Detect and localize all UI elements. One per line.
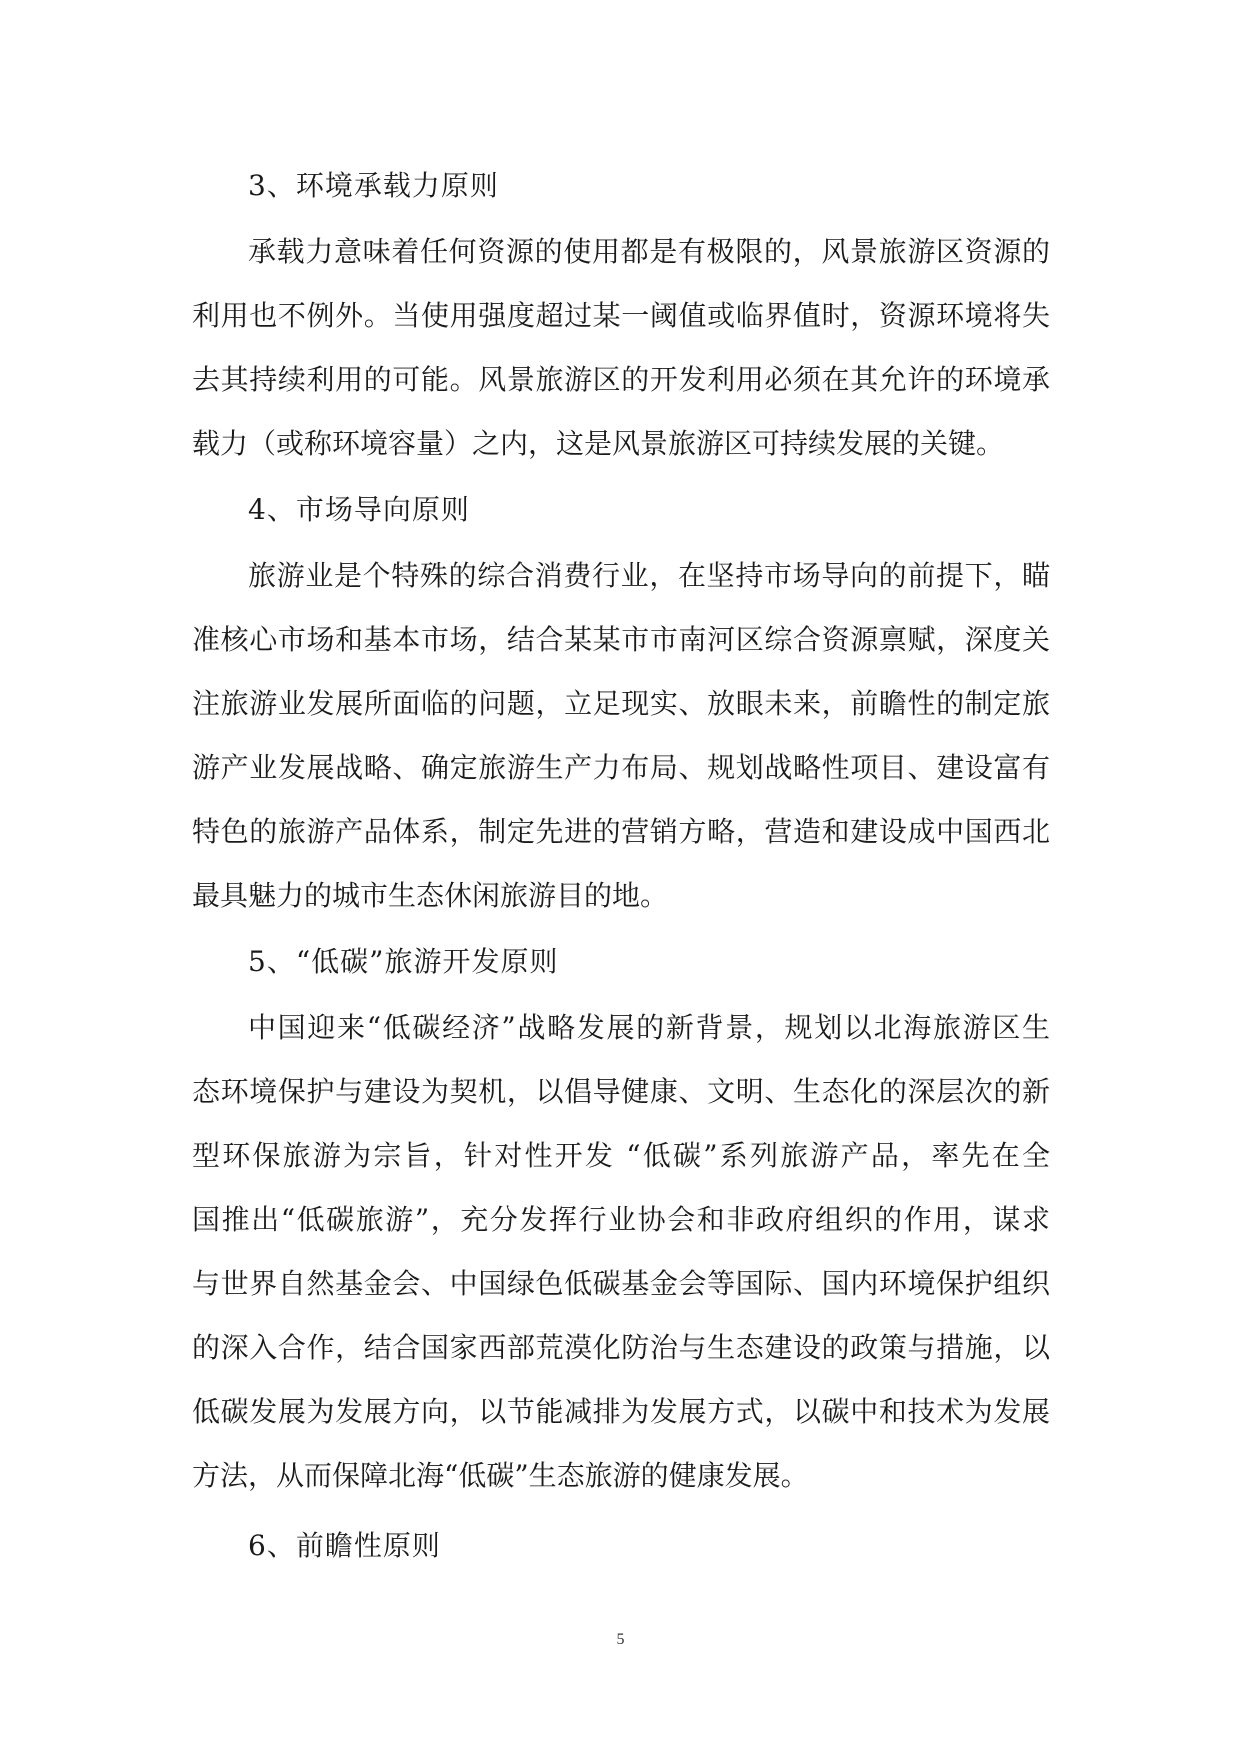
- document-body: [192, 152, 1050, 1580]
- text-line: 旅游业是个特殊的综合消费行业，在坚持市场导向的前提下，瞄: [248, 559, 1050, 592]
- text-line: 准核心市场和基本市场，结合某某市市南河区综合资源禀赋，深度关: [192, 623, 1050, 656]
- text-line: 注旅游业发展所面临的问题，立足现实、放眼未来，前瞻性的制定旅: [192, 687, 1050, 720]
- text-line: 型环保旅游为宗旨，针对性开发 “低碳”系列旅游产品，率先在全: [192, 1139, 1050, 1172]
- text-line: 国推出“低碳旅游”，充分发挥行业协会和非政府组织的作用，谋求: [192, 1203, 1050, 1236]
- section-heading-4: 4、市场导向原则: [248, 493, 470, 526]
- text-line: 去其持续利用的可能。风景旅游区的开发利用必须在其允许的环境承: [192, 363, 1050, 396]
- section-heading-3: 3、环境承载力原则: [248, 169, 499, 202]
- paragraph-carrying-capacity: [192, 220, 1050, 476]
- text-line: 的深入合作，结合国家西部荒漠化防治与生态建设的政策与措施，以: [192, 1331, 1050, 1364]
- text-line: 承载力意味着任何资源的使用都是有极限的，风景旅游区资源的: [248, 235, 1050, 268]
- page-number: 5: [616, 1631, 625, 1648]
- text-line: 态环境保护与建设为契机，以倡导健康、文明、生态化的深层次的新: [192, 1075, 1050, 1108]
- text-line: 最具魅力的城市生态休闲旅游目的地。: [192, 879, 669, 912]
- text-line: 利用也不例外。当使用强度超过某一阈值或临界值时，资源环境将失: [192, 299, 1050, 332]
- paragraph-market-orientation: [192, 544, 1050, 928]
- text-line: 低碳发展为发展方向，以节能减排为发展方式，以碳中和技术为发展: [192, 1395, 1050, 1428]
- text-line: 方法，从而保障北海“低碳”生态旅游的健康发展。: [192, 1459, 809, 1492]
- text-line: 游产业发展战略、确定旅游生产力布局、规划战略性项目、建设富有: [192, 751, 1050, 784]
- text-line: 特色的旅游产品体系，制定先进的营销方略，营造和建设成中国西北: [192, 815, 1050, 848]
- text-line: 与世界自然基金会、中国绿色低碳基金会等国际、国内环境保护组织: [192, 1267, 1050, 1300]
- section-heading-6: 6、前瞻性原则: [248, 1529, 441, 1562]
- text-line: 载力（或称环境容量）之内，这是风景旅游区可持续发展的关键。: [192, 427, 1005, 460]
- paragraph-low-carbon: [192, 996, 1050, 1508]
- section-heading-5: 5、“低碳”旅游开发原则: [248, 945, 559, 978]
- text-line: 中国迎来“低碳经济”战略发展的新背景，规划以北海旅游区生: [248, 1011, 1050, 1044]
